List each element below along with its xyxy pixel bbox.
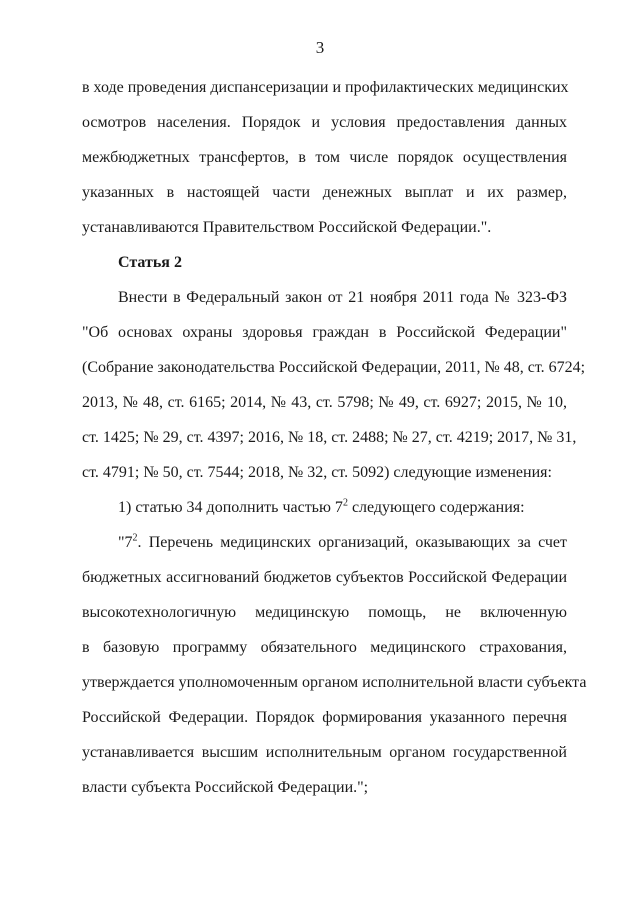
text-line: высокотехнологичную медицинскую помощь, не включенную (82, 604, 567, 621)
text-line: устанавливаются Правительством Российской Федерации.". (82, 219, 492, 236)
text-line: в базовую программу обязательного медицинского страхования, (82, 639, 567, 656)
text-line: устанавливается высшим исполнительным органом государственной (82, 744, 567, 761)
text-line: Внести в Федеральный закон от 21 ноября 2011 года № 323-ФЗ (118, 289, 567, 306)
text-line (118, 498, 567, 518)
article-heading: Статья 2 (118, 254, 182, 271)
text-line: 2013, № 48, ст. 6165; 2014, № 43, ст. 5798; № 49, ст. 6927; 2015, № 10, (82, 394, 567, 411)
text-line: (Собрание законодательства Российской Федерации, 2011, № 48, ст. 6724; (82, 359, 586, 376)
text-line: утверждается уполномоченным органом исполнительной власти субъекта (82, 674, 587, 691)
page-number: 3 (315, 38, 325, 57)
text-line: межбюджетных трансфертов, в том числе порядок осуществления (82, 149, 567, 166)
text-fragment: "7 (118, 534, 133, 551)
text-line: бюджетных ассигнований бюджетов субъектов Российской Федерации (82, 569, 567, 586)
text-line: Российской Федерации. Порядок формирования указанного перечня (82, 709, 567, 726)
text-fragment: 1) статью 34 дополнить частью 7 (118, 499, 343, 516)
text-line: ст. 1425; № 29, ст. 4397; 2016, № 18, ст. 2488; № 27, ст. 4219; 2017, № 31, (82, 429, 577, 446)
text-fragment: следующего содержания: (347, 499, 525, 516)
text-fragment: . Перечень медицинских организаций, оказывающих за счет (137, 534, 567, 551)
text-line: осмотров населения. Порядок и условия предоставления данных (82, 114, 567, 131)
superscript: 2 (132, 532, 138, 544)
text-line: власти субъекта Российской Федерации."; (82, 779, 369, 796)
text-line: ст. 4791; № 50, ст. 7544; 2018, № 32, ст. 5092) следующие изменения: (82, 464, 552, 481)
superscript: 2 (342, 497, 348, 509)
text-line: в ходе проведения диспансеризации и профилактических медицинских (82, 79, 569, 96)
text-line: указанных в настоящей части денежных выплат и их размер, (82, 184, 567, 201)
text-line: "Об основах охраны здоровья граждан в Российской Федерации" (82, 324, 567, 341)
text-line (118, 533, 567, 553)
